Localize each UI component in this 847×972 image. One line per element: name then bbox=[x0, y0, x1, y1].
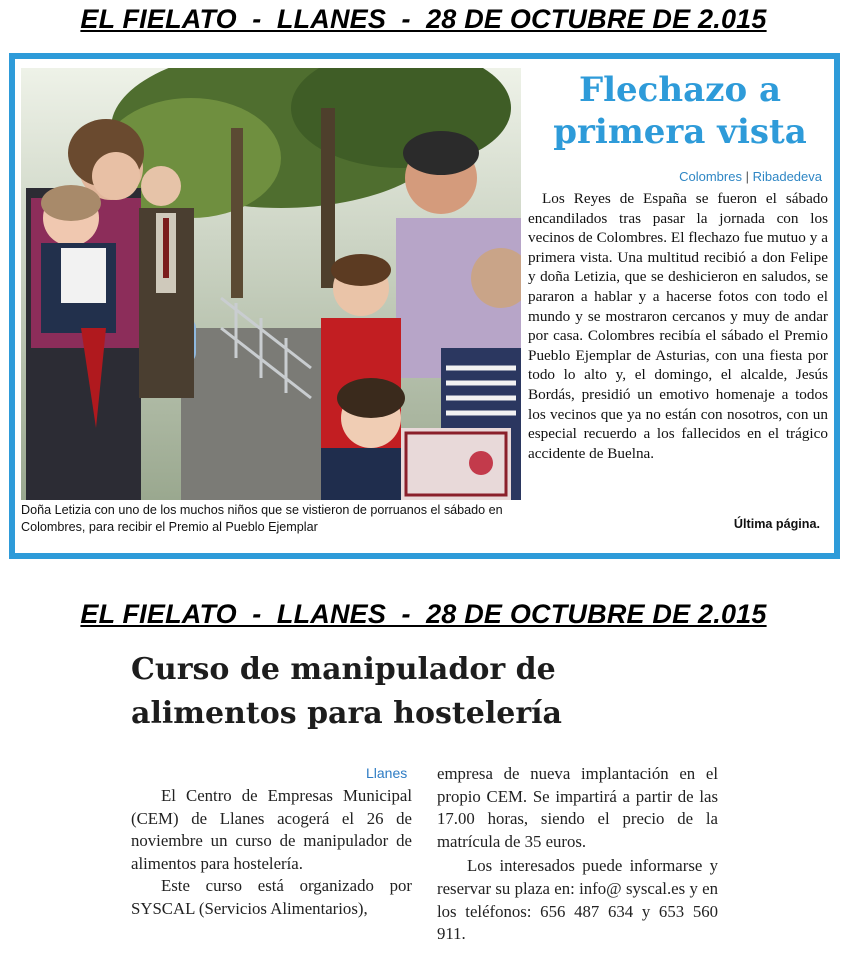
article2-headline: Curso de manipulador de alimentos para hostelería bbox=[131, 652, 562, 731]
article2-column-left bbox=[131, 785, 412, 921]
byline-separator: | bbox=[745, 169, 749, 184]
byline-location: Colombres bbox=[679, 169, 742, 184]
article-byline bbox=[679, 169, 822, 184]
photo-caption: Doña Letizia con uno de los muchos niños que se vistieron de porruanos el sábado en Colombres, para recibir el Premio al Pueblo Ejemplar bbox=[21, 503, 503, 534]
byline-region: Ribadedeva bbox=[752, 169, 822, 184]
article2-paragraph: empresa de nueva implantación en el propio CEM. Se impartirá a partir de las 17.00 horas, siendo el precio de la matrícula de 35 euros. bbox=[437, 764, 718, 851]
page-header-bottom: EL FIELATO - LLANES - 28 DE OCTUBRE DE 2.015 bbox=[80, 599, 767, 629]
article2-column-right bbox=[437, 763, 718, 946]
article2-byline: Llanes bbox=[366, 765, 408, 781]
crowd-photo-illustration bbox=[21, 68, 521, 500]
article-headline: Flechazo a primera vista bbox=[553, 70, 807, 152]
continued-link: Última página. bbox=[733, 517, 820, 531]
article2-paragraph: El Centro de Empresas Municipal (CEM) de Llanes acogerá el 26 de noviembre un curso de manipulador de alimentos para hostelería. bbox=[131, 786, 412, 873]
article-body: Los Reyes de España se fueron el sábado encandilados tras pasar la jornada con los vecinos de Colombres. El flechazo fue mutuo y a primera vista. Una multitud recibió a don Felipe y doña Letizia, que se deshicieron en saludos, se pararon a hablar y a hacerse fotos con todo el mundo y se mostraron cercanos y muy de andar por casa. Colombres recibía el sábado el Premio Pueblo Ejemplar de Asturias, con una fiesta por todo lo alto y, el domingo, el alcalde, Jesús Bordás, presidió un emotivo homenaje a todos los vecinos que ya no están con nosotros, con un especial recuerdo a los fallecidos en el trágico accidente de Buelna. bbox=[528, 190, 828, 462]
news-photo bbox=[21, 68, 521, 500]
news-clipping-content bbox=[15, 59, 834, 553]
news-clipping-frame bbox=[9, 53, 840, 559]
page-header-top: EL FIELATO - LLANES - 28 DE OCTUBRE DE 2.015 bbox=[80, 4, 767, 34]
article2-paragraph: Este curso está organizado por SYSCAL (Servicios Alimentarios), bbox=[131, 876, 412, 918]
article2-paragraph: Los interesados puede informarse y reservar su plaza en: info@ syscal.es y en los teléfonos: 656 487 634 y 653 560 911. bbox=[437, 856, 718, 944]
